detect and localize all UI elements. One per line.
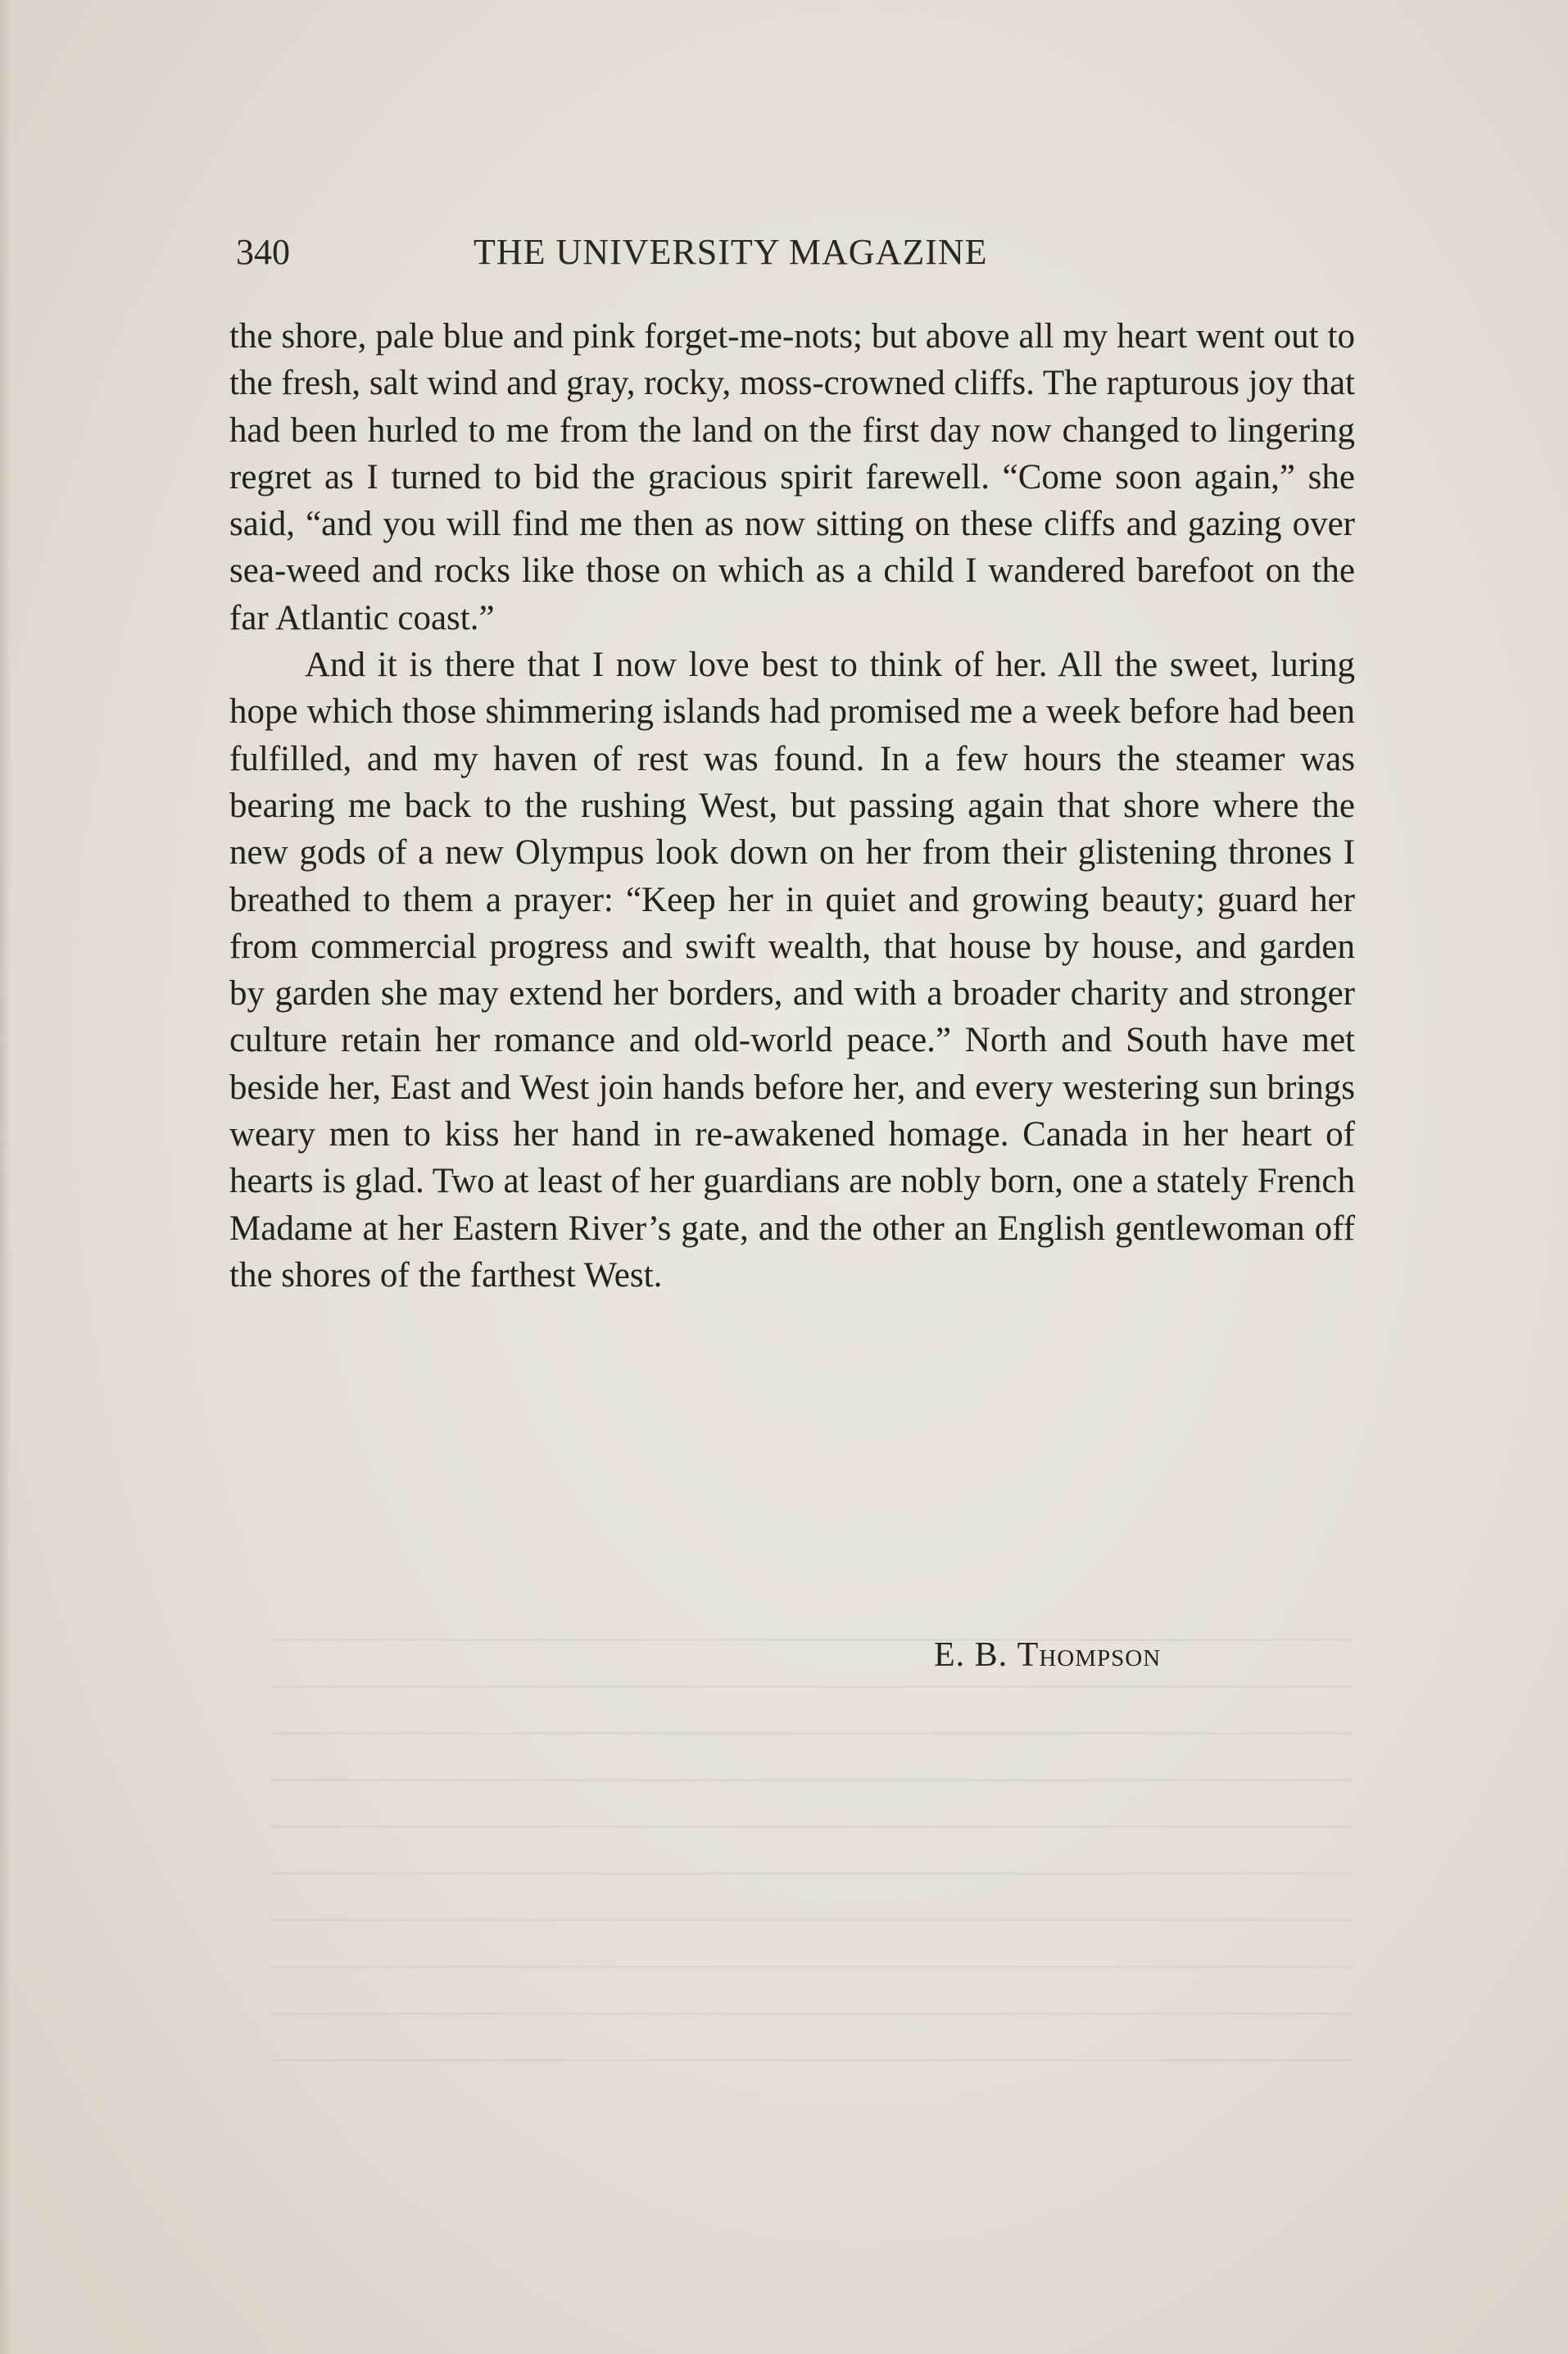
paragraph-continuation: the shore, pale blue and pink forget-me-nots; but above all my heart went out to the fresh, salt wind and gray, rocky, moss-crowned cliffs. The rapturous joy that had been hurled to me from the land on the first day now changed to lingering regret as I turned to bid the gracious spirit farewell. “Come soon again,” she said, “and you will find me then as now sitting on these cliffs and gazing over sea-weed and rocks like those on which as a child I wandered barefoot on the far Atlantic coast.” [229,317,1355,637]
page-binding-edge [0,0,11,2354]
body-text [229,313,1355,1299]
running-title: THE UNIVERSITY MAGAZINE [474,232,988,272]
page-header [236,228,1104,277]
author-signature [934,1631,1161,1680]
show-through-text [270,1639,1352,2065]
paragraph-main: And it is there that I now love best to think of her. All the sweet, luring hope which those shimmering islands had promised me a week before had been fulfilled, and my haven of rest was found. In a few hours the steamer was bearing me back to the rushing West, but passing again that shore where the new gods of a new Olympus look down on her from their glistening thrones I breathed to them a prayer: “Keep her in quiet and growing beauty; guard her from commercial progress and swift wealth, that house by house, and garden by garden she may extend her borders, and with a broader charity and stronger culture retain her romance and old-world peace.” North and South have met beside her, East and West join hands before her, and every westering sun brings weary men to kiss her hand in re-awakened homage. Canada in her heart of hearts is glad. Two at least of her guardians are nobly born, one a stately French Madame at her Eastern River’s gate, and the other an English gentlewoman off the shores of the farthest West. [229,646,1355,1295]
author-surname: Thompson [1017,1636,1162,1674]
page-number: 340 [236,232,290,272]
author-initials: E. B. [934,1636,1008,1674]
